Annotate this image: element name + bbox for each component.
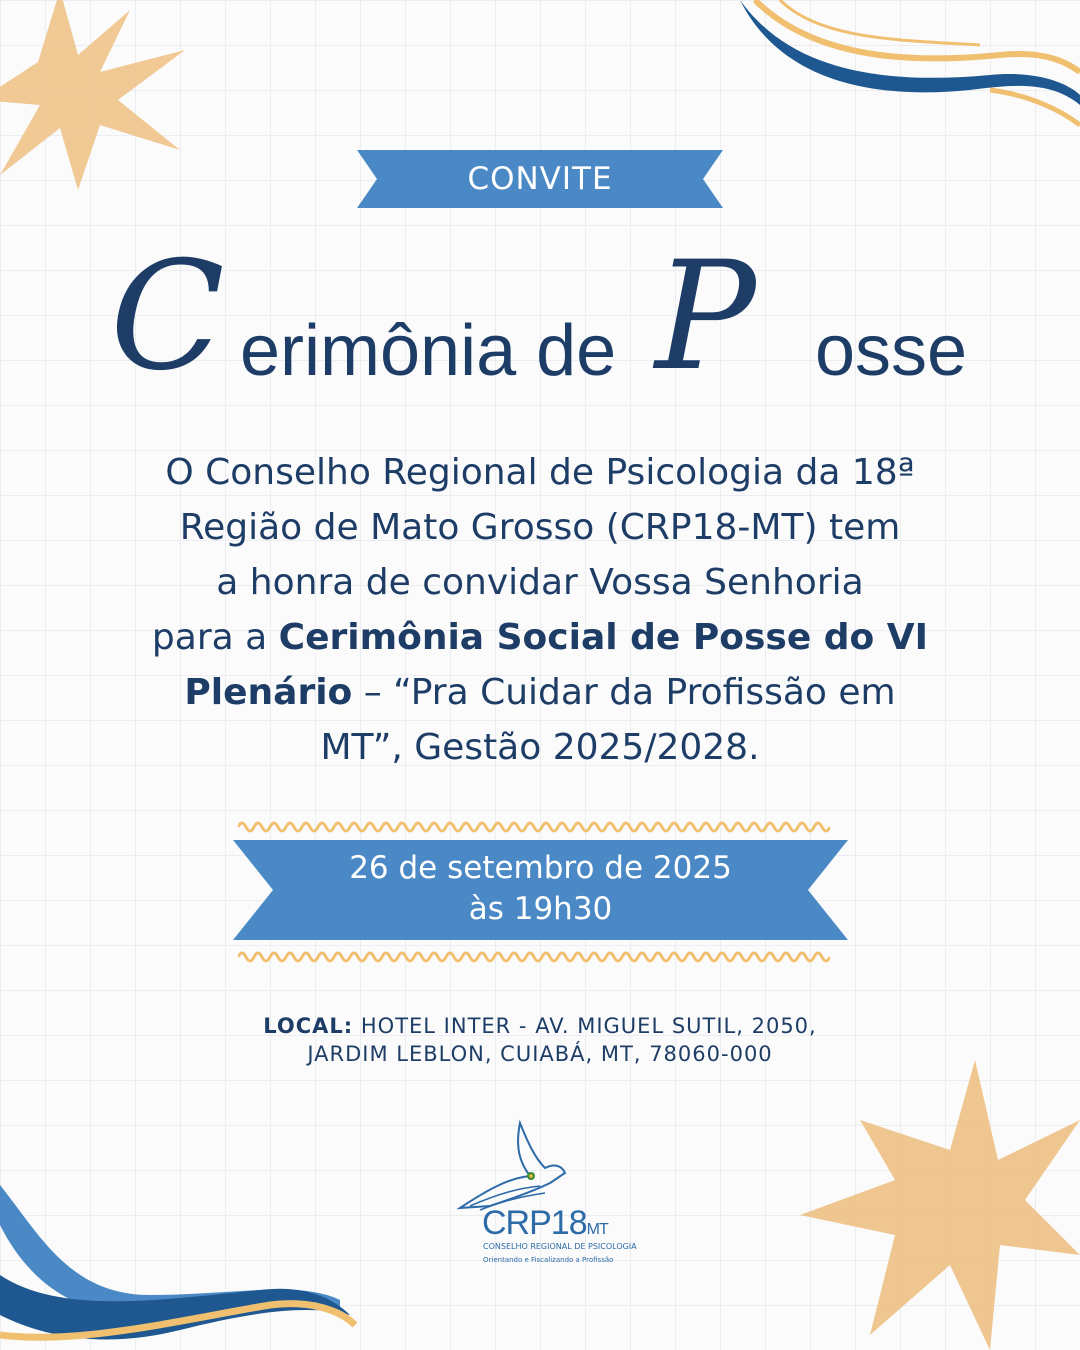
logo-wordmark bbox=[482, 1204, 608, 1243]
convite-label: CONVITE bbox=[467, 161, 613, 197]
eagle-icon bbox=[450, 1118, 630, 1213]
logo-name: CRP18 bbox=[482, 1204, 587, 1242]
wave-decoration-top-right bbox=[730, 0, 1080, 130]
event-time: às 19h30 bbox=[468, 891, 613, 927]
star-decoration-top-left bbox=[0, 0, 200, 200]
location-label: LOCAL: bbox=[263, 1014, 354, 1038]
logo-suffix: MT bbox=[586, 1221, 608, 1238]
invitation-line: O Conselho Regional de Psicologia da 18ª bbox=[165, 452, 915, 493]
title-initial-c: C bbox=[110, 230, 225, 404]
wave-decoration-bottom-left bbox=[0, 1185, 360, 1350]
invitation-line bbox=[110, 665, 970, 720]
invitation-text-plain: – “Pra Cuidar da Profissão em bbox=[352, 672, 896, 713]
date-banner bbox=[233, 840, 848, 942]
wavy-divider-top bbox=[238, 818, 830, 836]
star-decoration-bottom-right bbox=[800, 1060, 1080, 1350]
invitation-text-plain: para a bbox=[151, 617, 279, 658]
invitation-text bbox=[110, 445, 970, 775]
logo-subtitle: CONSELHO REGIONAL DE PSICOLOGIA bbox=[483, 1242, 637, 1251]
wavy-divider-bottom bbox=[238, 948, 830, 966]
logo-tagline: Orientando e Fiscalizando a Profissão bbox=[483, 1256, 614, 1264]
invitation-line bbox=[110, 610, 970, 665]
event-name-bold: Plenário bbox=[184, 672, 353, 713]
location-address-line2: JARDIM LEBLON, CUIABÁ, MT, 78060-000 bbox=[307, 1042, 773, 1066]
invitation-line: a honra de convidar Vossa Senhoria bbox=[216, 562, 864, 603]
invitation-line: Região de Mato Grosso (CRP18-MT) tem bbox=[179, 507, 901, 548]
event-name-bold: Cerimônia Social de Posse do VI bbox=[278, 617, 929, 658]
title-word-cerimonia: erimônia de bbox=[240, 311, 617, 391]
title-word-posse: osse bbox=[815, 311, 968, 391]
title-initial-p: P bbox=[655, 230, 756, 404]
event-date: 26 de setembro de 2025 bbox=[349, 850, 732, 886]
convite-banner bbox=[357, 150, 723, 208]
invitation-line: MT”, Gestão 2025/2028. bbox=[320, 727, 760, 768]
crp18-logo bbox=[450, 1118, 637, 1278]
page-title bbox=[90, 230, 990, 415]
location-address-line1: HOTEL INTER - AV. MIGUEL SUTIL, 2050, bbox=[353, 1014, 817, 1038]
